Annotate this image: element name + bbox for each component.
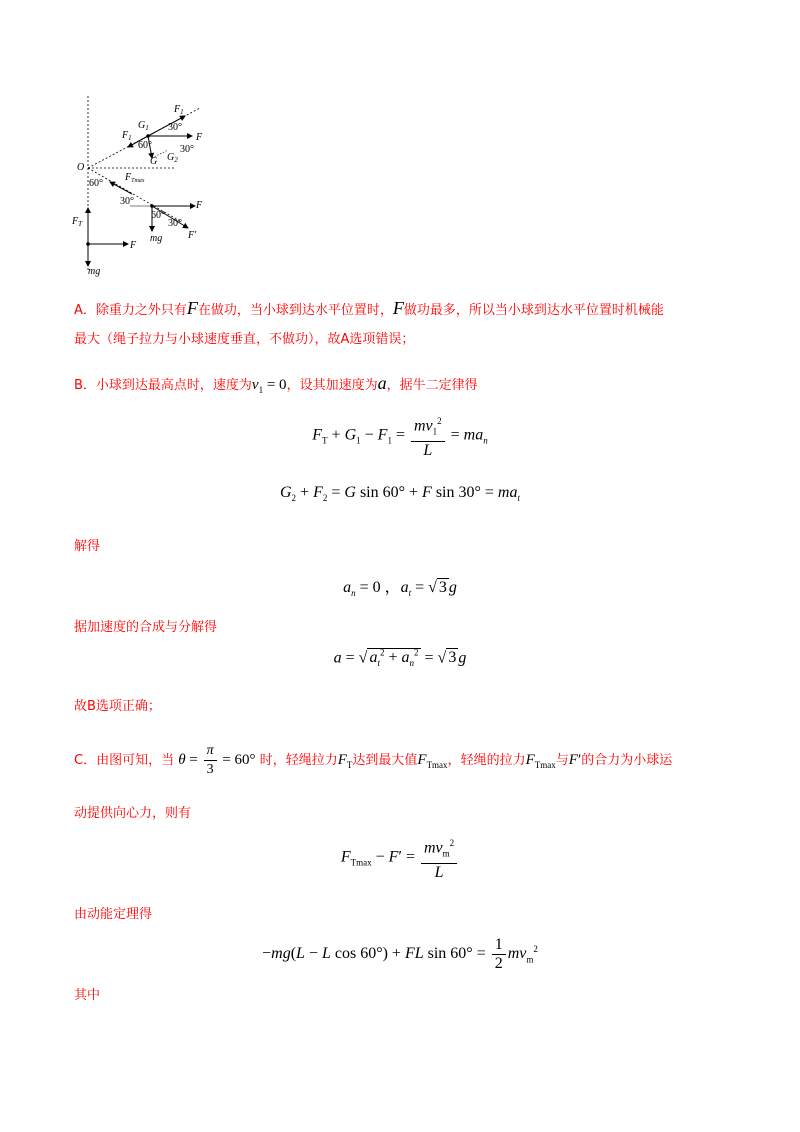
label-f-bottom: F [130, 240, 137, 251]
ball-bottom [86, 242, 90, 246]
label-angle-60b: 60° [89, 178, 103, 189]
label-mg-bottom: mg [88, 266, 101, 277]
label-angle-60c: 60° [151, 210, 165, 221]
label-mg-middle: mg [150, 233, 163, 244]
label-g1: $G_1$ [138, 120, 149, 132]
label-ftmax: $F_{Tmax}$ [125, 172, 145, 184]
label-g2: $G_2$ [167, 152, 178, 164]
label-g: G [150, 156, 158, 167]
lower-dashed-line [88, 168, 180, 221]
label-o: O [77, 162, 85, 173]
synthesis-label: 据加速度的合成与分解得 [74, 620, 218, 635]
ball-upper [146, 134, 150, 138]
equation-energy: −mg(L − L cos 60°) + FL sin 60° = $\frac{1}{2}$ $mv_m^2$ [262, 936, 538, 972]
option-b-line: B．小球到达最高点时，速度为$v_1 = 0$，设其加速度为a，据牛二定律得 [74, 373, 478, 395]
energy-theorem-label: 由动能定理得 [74, 907, 153, 922]
ball-middle [150, 204, 154, 208]
label-angle-30a: 30° [168, 122, 182, 133]
label-angle-30c: 30° [120, 196, 134, 207]
label-angle-30d: 30° [168, 218, 182, 229]
equation-acceleration: a = √ $a_t^2 + a_n^2$ = √ 3 g [333, 648, 467, 669]
where-label: 其中 [74, 988, 101, 1003]
equation-tangential: $G_2 + F_2 = G$ sin 60° + F $\sin 30^\circ = ma_t$ [279, 484, 520, 504]
label-ft: $F_T$ [72, 216, 83, 228]
equation-radial: $F_T + G_1 - F_1$ = $\frac{mv_1^2}{L}$ = $ma_n$ [0, 412, 800, 460]
label-f-upper: F [196, 132, 203, 143]
option-b-conclusion: 故B选项正确； [74, 699, 161, 714]
label-f1-left: $F_1$ [122, 130, 132, 142]
option-c-line: C．由图可知，当 θ = $\frac{\pi}{3}$ = 60° 时，轻绳拉力$F_T$达到最大值$F_{Tmax}$，轻绳的拉力$F_{Tmax}$与F′的合力为小球运 [74, 743, 673, 777]
force-diagram [70, 96, 220, 286]
label-f1-top: $F_1$ [174, 104, 184, 116]
equation-centripetal: $F_{Tmax} - F'$ = $\frac{mv_m^2}{L}$ [0, 834, 800, 882]
equation-solution: $a_n = 0$ ，$a_t$ = √ 3 g [343, 579, 457, 599]
label-angle-60a: 60° [138, 140, 152, 151]
ftmax-arrow [110, 182, 132, 194]
option-a-line1: A．除重力之外只有F在做功，当小球到达水平位置时，F做功最多，所以当小球到达水平位置时机械能 [74, 298, 664, 318]
label-fprime: F′ [188, 230, 197, 241]
option-c-line2: 动提供向心力，则有 [74, 806, 192, 821]
label-angle-30b: 30° [180, 144, 194, 155]
option-a-line2: 最大（绳子拉力与小球速度垂直，不做功），故A选项错误； [74, 332, 415, 347]
label-f-middle: F [196, 200, 203, 211]
solve-label: 解得 [74, 539, 101, 554]
